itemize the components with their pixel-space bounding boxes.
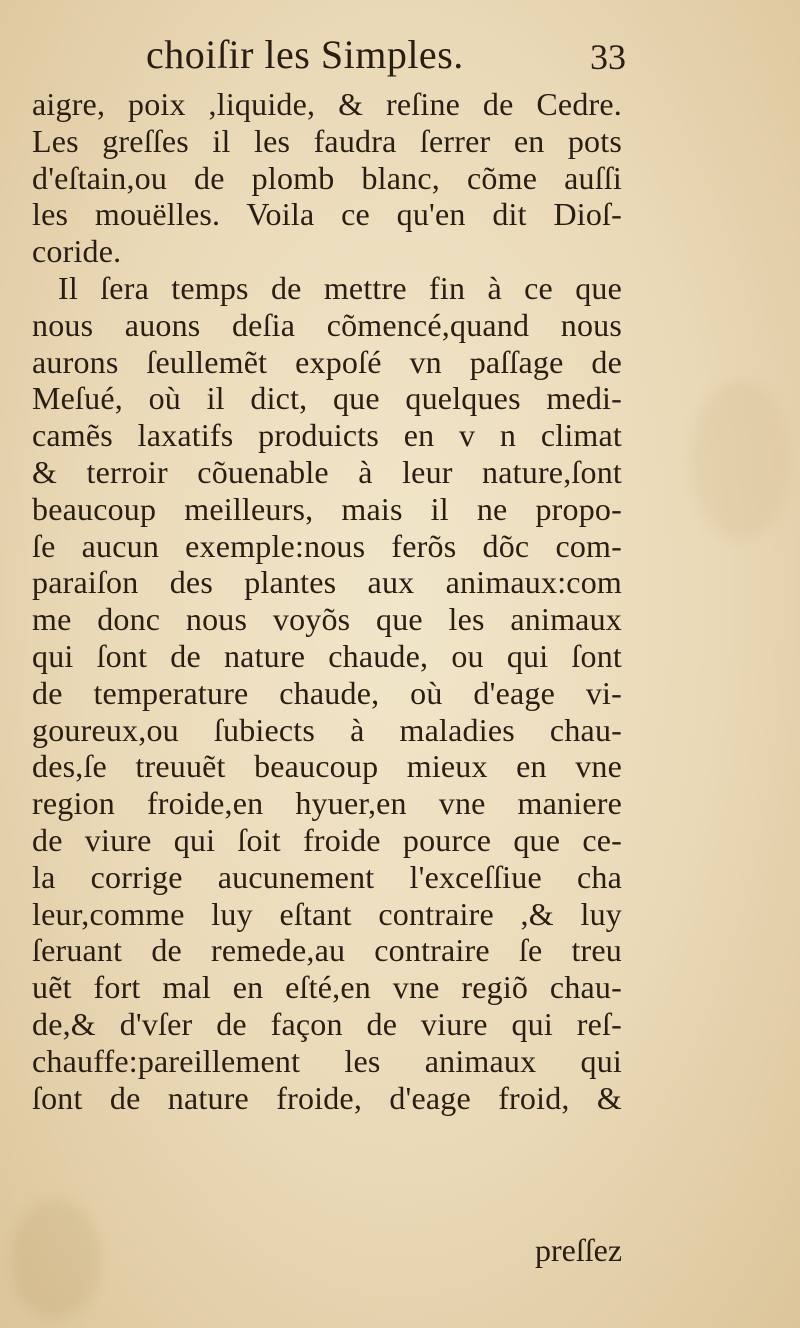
- text-line: ſont de nature froide, d'eage froid, &: [32, 1079, 622, 1116]
- text-line: la corrige aucunement l'exceſſiue cha: [32, 858, 622, 895]
- text-line: nous auons deſia cõmencé,quand nous: [32, 306, 622, 343]
- text-line: coride.: [32, 233, 122, 270]
- paper-stain: [10, 1200, 100, 1320]
- text-line: d'eſtain,ou de plomb blanc, cõme auſſi: [32, 159, 622, 196]
- text-line: & terroir cõuenable à leur nature,ſont: [32, 453, 622, 490]
- text-line: aurons ſeullemẽt expoſé vn paſſage de: [32, 343, 622, 380]
- page-header: [0, 30, 800, 80]
- text-line: de viure qui ſoit froide pource que ce-: [32, 821, 622, 858]
- text-line: beaucoup meilleurs, mais il ne propo-: [32, 490, 622, 527]
- text-line: paraiſon des plantes aux animaux:com: [32, 564, 622, 601]
- text-line: qui ſont de nature chaude, ou qui ſont: [32, 637, 622, 674]
- text-line: Les greſſes il les faudra ſerrer en pots: [32, 122, 622, 159]
- paper-stain: [690, 380, 790, 540]
- text-line: camẽs laxatifs produicts en v n climat: [32, 417, 622, 454]
- catchword: preſſez: [535, 1232, 623, 1268]
- page-number: 33: [590, 37, 626, 77]
- text-line: region froide,en hyuer,en vne maniere: [32, 785, 622, 822]
- running-title: choiſir les Simples.: [146, 32, 464, 77]
- text-line: goureux,ou ſubiects à maladies chau-: [32, 711, 622, 748]
- text-line: de temperature chaude, où d'eage vi-: [32, 674, 622, 711]
- body-text: [32, 86, 622, 1116]
- text-line: aigre, poix ,liquide, & reſine de Cedre.: [32, 86, 622, 122]
- text-line: uẽt fort mal en eſté,en vne regiõ chau-: [32, 969, 622, 1006]
- text-line: chauffe:pareillement les animaux qui: [32, 1042, 622, 1079]
- text-line: Meſué, où il dict, que quelques medi-: [32, 380, 622, 417]
- text-line: ſeruant de remede,au contraire ſe treu: [32, 932, 622, 969]
- text-line: de,& d'vſer de façon de viure qui reſ-: [32, 1005, 622, 1042]
- text-line: les mouëlles. Voila ce qu'en dit Dioſ-: [32, 196, 622, 233]
- text-line: leur,comme luy eſtant contraire ,& luy: [32, 895, 622, 932]
- text-line: Il ſera temps de mettre fin à ce que: [58, 269, 622, 306]
- text-line: des,ſe treuuẽt beaucoup mieux en vne: [32, 748, 622, 785]
- text-line: me donc nous voyõs que les animaux: [32, 601, 622, 638]
- text-line: ſe aucun exemple:nous ferõs dõc com-: [32, 527, 622, 564]
